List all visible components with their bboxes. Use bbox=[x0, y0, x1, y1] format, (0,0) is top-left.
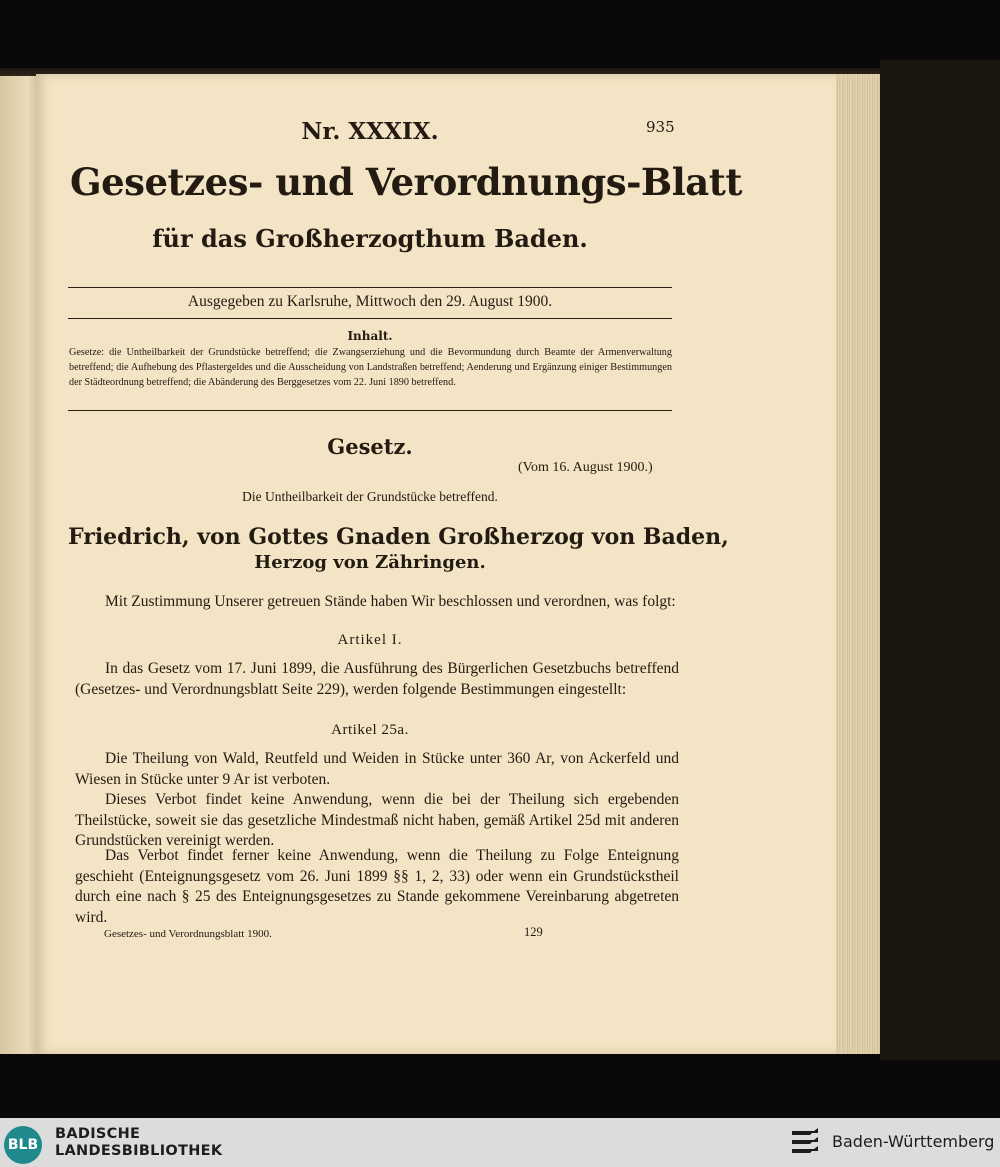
page-number: 935 bbox=[646, 118, 675, 136]
background-cover bbox=[880, 60, 1000, 1060]
library-name[interactable] bbox=[55, 1126, 222, 1160]
sovereign-title: Friedrich, von Gottes Gnaden Großherzog von Baden, bbox=[68, 524, 729, 550]
blb-logo-icon[interactable]: BLB bbox=[4, 1126, 42, 1164]
paragraph-25a-1: Die Theilung von Wald, Reutfeld und Weiden in Stücke unter 360 Ar, von Ackerfeld und Wiesen in Stücke unter 9 Ar ist verboten. bbox=[75, 750, 679, 788]
library-name-line1: BADISCHE bbox=[55, 1126, 141, 1142]
divider bbox=[68, 318, 672, 319]
library-name-line2: LANDESBIBLIOTHEK bbox=[55, 1143, 223, 1159]
paragraph-25a-3: Das Verbot findet ferner keine Anwendung, wenn die Theilung zu Folge Enteignung geschieht (Enteignungsgesetz vom 26. Juni 1899 §§ 1, 2, 33) oder wenn ein Grundstückstheil durch eine nach § 25 des Enteignungsgesetzes zu Stande gekommene Vereinbarung abgetreten wird. bbox=[75, 847, 679, 926]
footer-signature: 129 bbox=[524, 925, 543, 939]
article-heading: Artikel 25a. bbox=[331, 722, 409, 738]
contents-heading: Inhalt. bbox=[347, 329, 393, 343]
branding-bar bbox=[0, 1118, 1000, 1167]
article-heading: Artikel I. bbox=[337, 632, 403, 648]
footer-publication: Gesetzes- und Verordnungsblatt 1900. bbox=[104, 928, 272, 940]
paragraph-intro: Mit Zustimmung Unserer getreuen Stände haben Wir beschlossen und verordnen, was folgt: bbox=[105, 593, 676, 610]
paragraph-article-1: In das Gesetz vom 17. Juni 1899, die Ausführung des Bürgerlichen Gesetzbuchs betreffend (Gesetzes- und Verordnungsblatt Seite 229), werden folgende Bestimmungen eingestellt: bbox=[75, 660, 679, 698]
state-name[interactable]: Baden-Württemberg bbox=[832, 1132, 995, 1151]
paragraph-25a-2: Dieses Verbot findet keine Anwendung, wenn die bei der Theilung sich ergebenden Theilstücke, soweit sie das gesetzliche Mindestmaß nicht haben, gemäß Artikel 25d mit anderen Grundstücken vereinigt werden. bbox=[75, 791, 679, 849]
issue-number: Nr. XXXIX. bbox=[301, 118, 439, 145]
issue-line: Ausgegeben zu Karlsruhe, Mittwoch den 29. August 1900. bbox=[187, 293, 553, 310]
divider bbox=[68, 410, 672, 411]
baden-wuerttemberg-lions-icon bbox=[790, 1127, 824, 1159]
law-subject: Die Untheilbarkeit der Grundstücke betreffend. bbox=[242, 489, 498, 504]
sovereign-subtitle: Herzog von Zähringen. bbox=[254, 552, 486, 573]
divider bbox=[68, 287, 672, 288]
left-page-edge bbox=[0, 76, 40, 1054]
law-heading: Gesetz. bbox=[327, 434, 413, 459]
law-date: (Vom 16. August 1900.) bbox=[518, 460, 653, 475]
page-title: Gesetzes- und Verordnungs-Blatt bbox=[70, 160, 742, 204]
contents-text: Gesetze: die Untheilbarkeit der Grundstücke betreffend; die Zwangserziehung und die Bevormundung durch Beamte der Armenverwaltung betreffend; die Aufhebung des Pflastergeldes und die Ausscheidung von Landstraßen betreffend; Aenderung und Ergänzung einiger Bestimmungen der Städteordnung betreffend; die Abänderung des Berggesetzes vom 22. Juni 1890 betreffend. bbox=[69, 347, 672, 388]
page-subtitle: für das Großherzogthum Baden. bbox=[152, 224, 588, 253]
